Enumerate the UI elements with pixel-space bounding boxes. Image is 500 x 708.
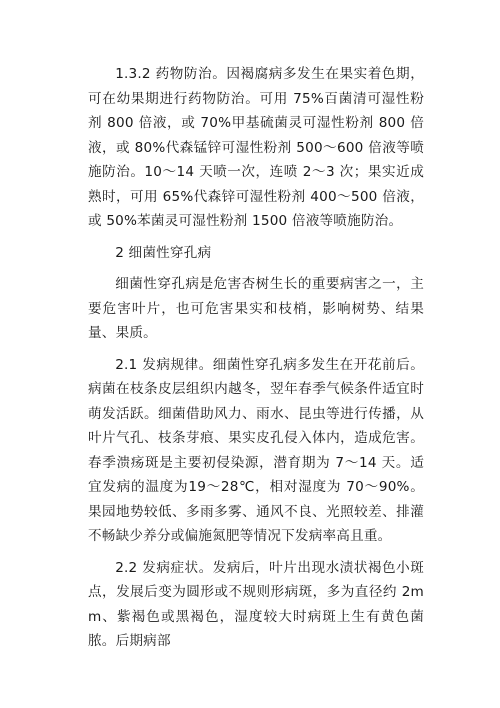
paragraph-disease-intro: 细菌性穿孔病是危害杏树生长的重要病害之一，主要危害叶片，也可危害果实和枝梢，影响树势、结果量、果质。 [88,276,424,341]
paragraph-disease-symptoms: 2.2 发病症状。发病后，叶片出现水渍状褐色小斑点，发展后变为圆形或不规则形病斑，多为直径约 2mm、紫褐色或黑褐色，湿度较大时病斑上生有黄色菌脓。后期病部 [88,559,424,649]
paragraph-chemical-control: 1.3.2 药物防治。因褐腐病多发生在果实着色期，可在幼果期进行药物防治。可用 75%百菌清可湿性粉剂 800 倍液，或 70%甲基硫菌灵可湿性粉剂 800 倍液，或 80%代森锰锌可湿性粉剂 500～600 倍液等喷施防治。10～14 天喷一次，连喷 2～3 次；果实近成熟时，可用 65%代森锌可湿性粉剂 400～500 倍液，或 50%苯菌灵可湿性粉剂 1500 倍液等喷施防治。 [88,66,424,229]
paragraph-disease-pattern: 2.1 发病规律。细菌性穿孔病多发生在开花前后。病菌在枝条皮层组织内越冬，翌年春季气候条件适宜时萌发活跃。细菌借助风力、雨水、昆虫等进行传播，从叶片气孔、枝条芽痕、果实皮孔侵入体内，造成危害。春季溃疡斑是主要初侵染源，潜育期为 7～14 天。适宜发病的温度为19～28℃，相对湿度为 70～90%。果园地势较低、多雨多雾、通风不良、光照较差、排灌不畅缺少养分或偏施氮肥等情况下发病率高且重。 [88,356,424,544]
section-heading-bacterial-shot-hole: 2 细菌性穿孔病 [115,244,212,261]
